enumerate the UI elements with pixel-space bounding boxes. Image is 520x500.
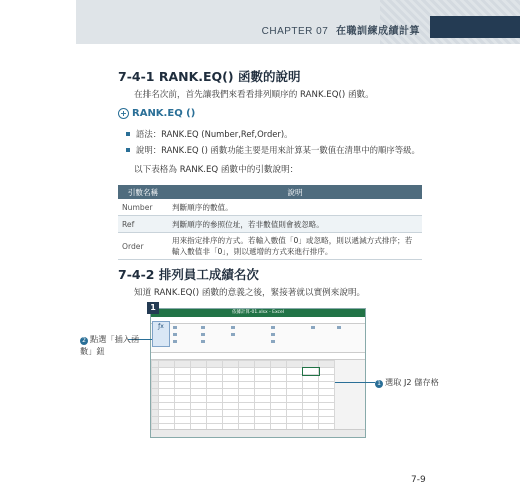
ribbon-button: [173, 333, 197, 338]
excel-title-bar: 依據計算-01.xlsx - Excel: [151, 309, 365, 317]
spreadsheet-grid: [151, 360, 365, 431]
table-header: 說明: [168, 185, 422, 199]
excel-screenshot: [150, 308, 366, 438]
callout-insert-function: [80, 333, 150, 357]
table-row: [118, 199, 422, 216]
arg-desc: 判斷順序的參照位址，若非數值則會被忽略。: [168, 216, 422, 233]
excel-ribbon-tabs: [151, 317, 365, 324]
excel-status-bar: [151, 429, 365, 437]
callout-line-right: [335, 382, 375, 383]
section-heading-1: 7-4-1 RANK.EQ() 函數的說明: [118, 69, 301, 84]
ribbon-button: [311, 326, 331, 331]
table-row: [118, 233, 422, 260]
arg-name: Order: [118, 233, 168, 260]
ribbon-button: [201, 326, 225, 331]
ribbon-button: [271, 326, 301, 331]
excel-ribbon: [151, 324, 365, 353]
syntax-bullet: 語法：RANK.EQ (Number,Ref,Order)。: [126, 128, 293, 140]
arg-name: Number: [118, 199, 168, 216]
table-header: 引數名稱: [118, 185, 168, 199]
ribbon-button: [231, 326, 255, 331]
arg-desc: 用來指定排序的方式。若輸入數值「0」或忽略，則以遞減方式排序；若輸入數值非「0」，則以遞增的方式來進行排序。: [168, 233, 422, 260]
table-header-row: [118, 185, 422, 199]
ribbon-button: [201, 340, 225, 345]
step-badge: 1: [147, 302, 159, 314]
callout-select-cell: [375, 377, 439, 388]
callout-text: 選取 J2 儲存格: [385, 377, 439, 387]
ribbon-button: [173, 340, 197, 345]
page-number: 7-9: [411, 475, 426, 485]
ribbon-button: [271, 333, 301, 338]
arg-name: Ref: [118, 216, 168, 233]
description-bullet: 說明：RANK.EQ () 函數功能主要是用來計算某一數值在清單中的順序等級。: [126, 144, 420, 156]
section-2-intro: 知道 RANK.EQ() 函數的意義之後，緊接著就以實例來說明。: [134, 288, 366, 298]
ribbon-button: [337, 326, 357, 331]
table-intro: 以下表格為 RANK.EQ 函數中的引數說明：: [134, 165, 299, 175]
arg-desc: 判斷順序的數值。: [168, 199, 422, 216]
section-1-intro: 在排名次前，首先讓我們來看看排列順序的 RANK.EQ() 函數。: [134, 90, 374, 100]
ribbon-button: [201, 333, 225, 338]
ribbon-button: [231, 333, 255, 338]
arguments-table: [118, 185, 422, 260]
plus-circle-icon: +: [118, 108, 129, 119]
callout-number: 1: [375, 380, 383, 388]
section-heading-2: 7-4-2 排列員工成績名次: [118, 267, 259, 282]
ribbon-button: [271, 340, 301, 345]
chapter-number: CHAPTER 07: [261, 26, 329, 37]
table-row: [118, 216, 422, 233]
formula-bar: [151, 353, 365, 360]
selected-cell-j2[interactable]: [303, 368, 319, 375]
insert-function-button[interactable]: ƒx: [152, 321, 170, 347]
chapter-title: 在職訓練成績計算: [336, 26, 420, 37]
ribbon-button: [173, 326, 197, 331]
chapter-header: [262, 22, 420, 37]
function-subheading: [118, 108, 195, 119]
callout-number: 2: [80, 337, 88, 345]
function-name: RANK.EQ (): [132, 108, 196, 119]
header-tab: [430, 16, 520, 38]
callout-text: 點選「插入函數」鈕: [80, 334, 140, 356]
